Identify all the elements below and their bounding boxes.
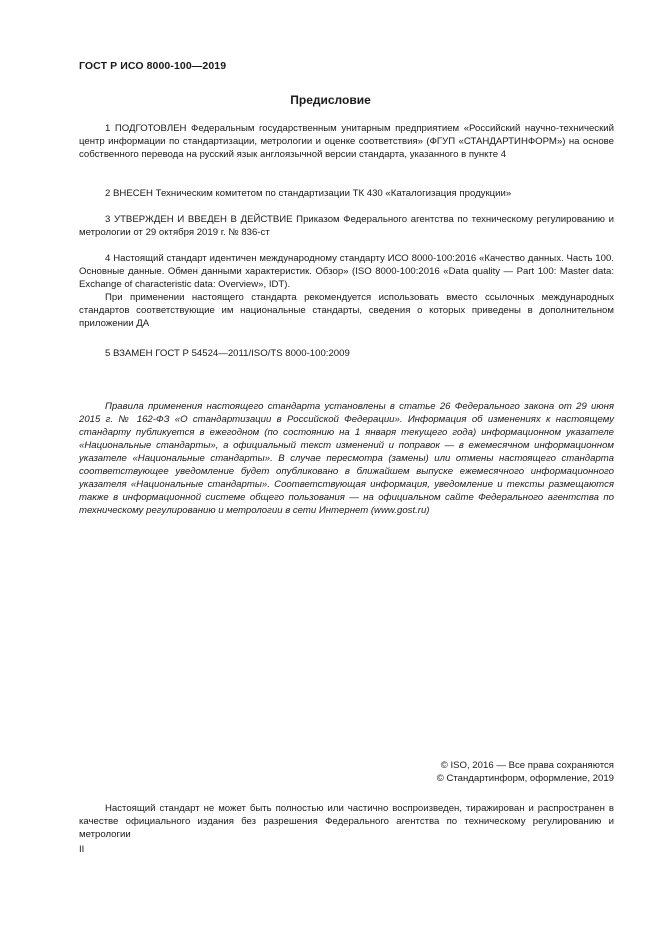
reproduction-notice: Настоящий стандарт не может быть полностью или частично воспроизведен, тиражирован и распространен в качестве официального издания без разрешения Федерального агентства по техническому регулированию и метрологии: [79, 803, 614, 840]
copyright-iso: © ISO, 2016 — Все права сохраняются: [440, 760, 614, 771]
paragraph-5: 5 ВЗАМЕН ГОСТ Р 54524—2011/ISO/TS 8000-100:2009: [105, 348, 350, 359]
paragraph-1: 1 ПОДГОТОВЛЕН Федеральным государственным унитарным предприятием «Российский научно-технический центр информации по стандартизации, метрологии и оценке соответствия» (ФГУП «СТАНДАРТИНФОРМ») на основе собственного перевода на русский язык англоязычной версии стандарта, указанного в пункте 4: [79, 123, 614, 160]
paragraph-block-4: [79, 252, 614, 330]
paragraph-block-5: [79, 347, 614, 360]
standards-usage-note: Правила применения настоящего стандарта установлены в статье 26 Федерального закона от 29 июня 2015 г. № 162-ФЗ «О стандартизации в Российской Федерации». Информация об изменениях к настоящему стандарту публикуется в ежегодном (по состоянию на 1 января текущего года) информационном указателе «Национальные стандарты», а официальный текст изменений и поправок — в ежемесячном информационном указателе «Национальные стандарты». В случае пересмотра (замены) или отмены настоящего стандарта соответствующее уведомление будет опубликовано в ближайшем выпуске ежемесячного информационного указателя «Национальные стандарты». Соответствующая информация, уведомление и тексты размещаются также в информационной системе общего пользования — на официальном сайте Федерального агентства по техническому регулированию и метрологии в сети Интернет (www.gost.ru): [79, 401, 614, 516]
document-id: ГОСТ Р ИСО 8000-100—2019: [79, 60, 227, 72]
paragraph-block-1: [79, 122, 614, 161]
paragraph-4-note: При применении настоящего стандарта рекомендуется использовать вместо ссылочных международных стандартов соответствующие им национальные стандарты, сведения о которых приведены в дополнительном приложении ДА: [79, 292, 614, 329]
page-number: II: [79, 844, 85, 855]
copyright-standartinform: © Стандартинформ, оформление, 2019: [436, 773, 614, 784]
paragraph-3: 3 УТВЕРЖДЕН И ВВЕДЕН В ДЕЙСТВИЕ Приказом Федерального агентства по техническому регулированию и метрологии от 29 октября 2019 г. № 836-ст: [79, 214, 614, 238]
paragraph-2: 2 ВНЕСЕН Техническим комитетом по стандартизации ТК 430 «Каталогизация продукции»: [105, 188, 512, 199]
copyright-block: [437, 759, 614, 785]
paragraph-block-2: [79, 187, 614, 200]
paragraph-4: 4 Настоящий стандарт идентичен международному стандарту ИСО 8000-100:2016 «Качество данных. Часть 100. Основные данные. Обмен данными характеристик. Обзор» (ISO 8000-100:2016 «Data quality — Part 100: Master data: Exchange of characteristic data: Overview», IDT).: [79, 253, 614, 290]
paragraph-block-3: [79, 213, 614, 239]
page-title: Предисловие: [290, 93, 371, 107]
